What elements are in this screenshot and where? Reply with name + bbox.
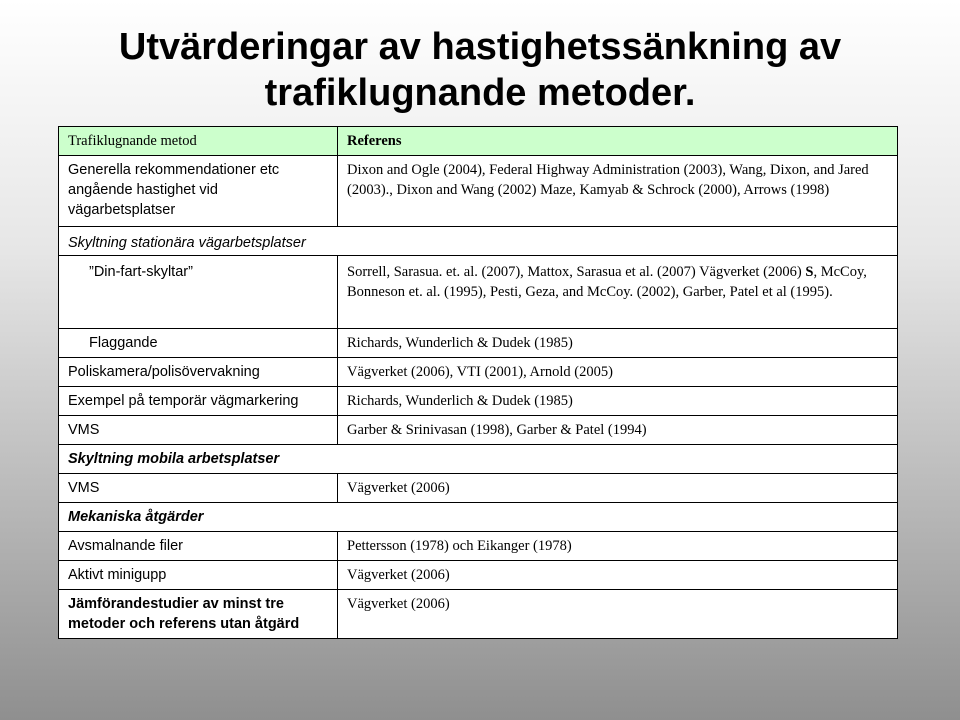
table-row [59, 387, 898, 416]
reference-cell: Vägverket (2006) [338, 474, 898, 503]
slide-title: Utvärderingar av hastighetssänkning av trafiklugnande metoder. [118, 26, 842, 114]
comparison-method-cell: Jämförandestudier av minst tre metoder och referens utan åtgärd [59, 590, 338, 639]
section-row-stationary [59, 227, 898, 256]
reference-cell: Vägverket (2006), VTI (2001), Arnold (2005) [338, 358, 898, 387]
reference-cell: Pettersson (1978) och Eikanger (1978) [338, 532, 898, 561]
reference-cell: Vägverket (2006) [338, 561, 898, 590]
table-row [59, 561, 898, 590]
methods-reference-table [58, 126, 898, 639]
table-row [59, 256, 898, 329]
reference-text: Sorrell, Sarasua. et. al. (2007), Mattox, Sarasua et al. (2007) Vägverket (2006) [347, 264, 806, 280]
table-row [59, 590, 898, 639]
method-cell: VMS [59, 416, 338, 445]
table-row [59, 329, 898, 358]
reference-cell: Garber & Srinivasan (1998), Garber & Patel (1994) [338, 416, 898, 445]
section-mobile-label: Skyltning mobila arbetsplatser [59, 445, 898, 474]
header-method: Trafiklugnande metod [59, 127, 338, 156]
header-reference: Referens [338, 127, 898, 156]
method-cell: Flaggande [59, 329, 338, 358]
reference-bold-text: S [805, 264, 814, 280]
method-cell: ”Din-fart-skyltar” [59, 256, 338, 329]
section-mechanical-label: Mekaniska åtgärder [59, 503, 898, 532]
reference-text: , McCoy, Bonneson et. al. (1995), Pesti, Geza, and McCoy. (2002), Garber, Patel et al (1995). [347, 264, 867, 300]
general-reference-cell: Dixon and Ogle (2004), Federal Highway Administration (2003), Wang, Dixon, and Jared (2003)., Dixon and Wang (2002) Maze, Kamyab & Schrock (2000), Arrows (1998) [338, 156, 898, 227]
reference-cell [338, 256, 898, 329]
method-cell: Exempel på temporär vägmarkering [59, 387, 338, 416]
section-row-mobile [59, 445, 898, 474]
table-row [59, 156, 898, 227]
method-cell: VMS [59, 474, 338, 503]
table-row [59, 358, 898, 387]
method-cell: Poliskamera/polisövervakning [59, 358, 338, 387]
reference-cell: Richards, Wunderlich & Dudek (1985) [338, 329, 898, 358]
table-row [59, 532, 898, 561]
table-row [59, 416, 898, 445]
method-cell: Avsmalnande filer [59, 532, 338, 561]
method-cell: Aktivt minigupp [59, 561, 338, 590]
table-header-row [59, 127, 898, 156]
general-method-cell: Generella rekommendationer etc angående hastighet vid vägarbetsplatser [59, 156, 338, 227]
reference-cell: Richards, Wunderlich & Dudek (1985) [338, 387, 898, 416]
section-row-mechanical [59, 503, 898, 532]
table-row [59, 474, 898, 503]
section-stationary-label: Skyltning stationära vägarbetsplatser [59, 227, 898, 256]
comparison-reference-cell: Vägverket (2006) [338, 590, 898, 639]
